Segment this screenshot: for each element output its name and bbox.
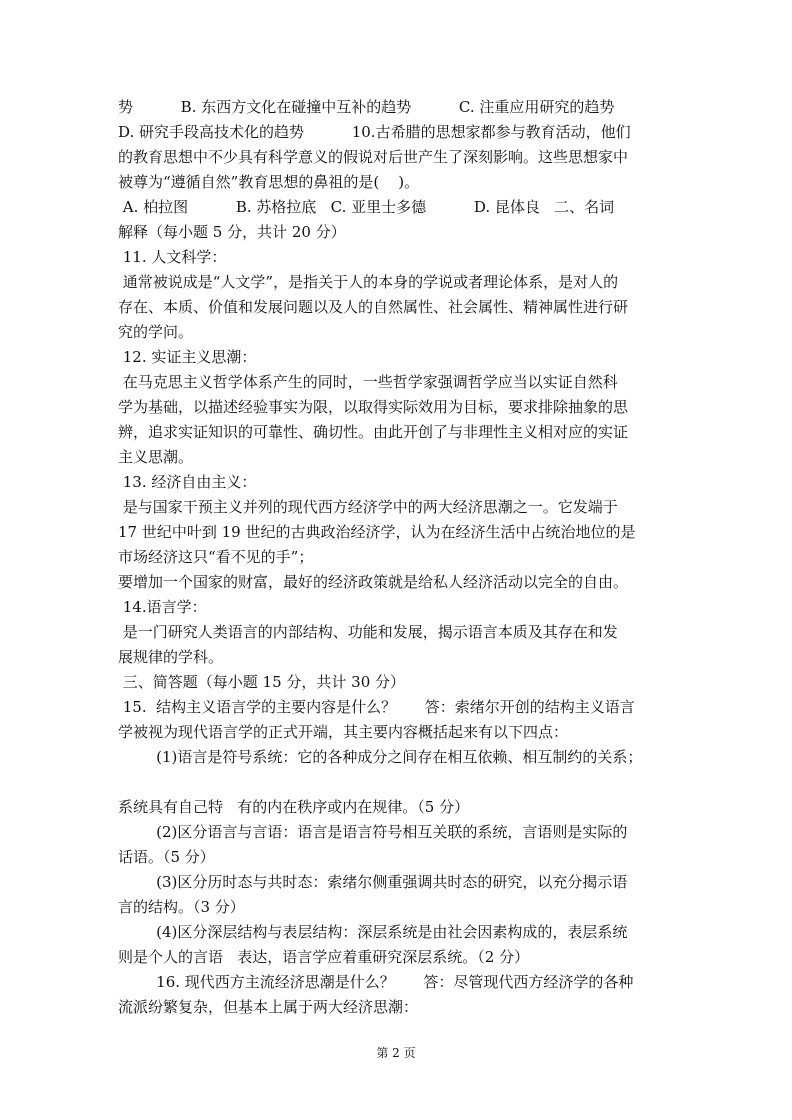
text-line: A. 柏拉图 B. 苏格拉底 C. 亚里士多德 D. 昆体良 二、名词 bbox=[118, 198, 615, 216]
text-line: (1)语言是符号系统：它的各种成分之间存在相互依赖、相互制约的关系； bbox=[118, 748, 643, 766]
text-line: 展规律的学科。 bbox=[118, 648, 224, 666]
text-line: D. 研究手段高技术化的趋势 10.古希腊的思想家都参与教育活动，他们 bbox=[118, 123, 631, 141]
text-line: 在马克思主义哲学体系产生的同时，一些哲学家强调哲学应当以实证自然科 bbox=[118, 373, 618, 391]
text-line: 通常被说成是“人文学”，是指关于人的本身的学说或者理论体系，是对人的 bbox=[118, 273, 619, 291]
text-line: 被尊为“遵循自然”教育思想的鼻祖的是( )。 bbox=[118, 173, 420, 191]
text-line: 解释（每小题 5 分，共计 20 分） bbox=[118, 223, 346, 241]
text-line: 存在、本质、价值和发展问题以及人的自然属性、社会属性、精神属性进行研 bbox=[118, 298, 629, 316]
text-line: (4)区分深层结构与表层结构：深层系统是由社会因素构成的，表层系统 bbox=[118, 923, 628, 941]
text-line: 是与国家干预主义并列的现代西方经济学中的两大经济思潮之一。它发端于 bbox=[118, 498, 618, 516]
text-line: 12. 实证主义思潮： bbox=[118, 348, 257, 366]
text-line: 的教育思想中不少具有科学意义的假说对后世产生了深刻影响。这些思想家中 bbox=[118, 148, 629, 166]
text-line: 13. 经济自由主义： bbox=[118, 473, 257, 491]
text-line: (3)区分历时态与共时态：索绪尔侧重强调共时态的研究，以充分揭示语 bbox=[118, 873, 628, 891]
text-line: 则是个人的言语 表达，语言学应着重研究深层系统。（2 分） bbox=[118, 948, 530, 966]
text-line: 14.语言学： bbox=[118, 598, 207, 616]
text-line: 究的学问。 bbox=[118, 323, 194, 341]
text-line: 言的结构。（3 分） bbox=[118, 898, 245, 916]
text-line: 辨，追求实证知识的可靠性、确切性。由此开创了与非理性主义相对应的实证 bbox=[118, 423, 629, 441]
text-line: 是一门研究人类语言的内部结构、功能和发展，揭示语言本质及其存在和发 bbox=[118, 623, 618, 641]
text-line: 学为基础，以描述经验事实为限，以取得实际效用为目标，要求排除抽象的思 bbox=[118, 398, 629, 416]
text-line: 15. 结构主义语言学的主要内容是什么？ 答：索绪尔开创的结构主义语言 bbox=[118, 698, 635, 716]
text-line: 市场经济这只“看不见的手”； bbox=[118, 548, 314, 566]
text-line: (2)区分语言与言语：语言是语言符号相互关联的系统，言语则是实际的 bbox=[118, 823, 628, 841]
text-line: 势 B. 东西方文化在碰撞中互补的趋势 C. 注重应用研究的趋势 bbox=[118, 98, 615, 116]
text-line: 学被视为现代语言学的正式开端，其主要内容概括起来有以下四点： bbox=[118, 723, 569, 741]
text-line: 17 世纪中叶到 19 世纪的古典政治经济学，认为在经济生活中占统治地位的是 bbox=[118, 523, 636, 541]
text-line: 11. 人文科学： bbox=[118, 248, 227, 266]
text-line: 主义思潮。 bbox=[118, 448, 194, 466]
text-line: 要增加一个国家的财富，最好的经济政策就是给私人经济活动以完全的自由。 bbox=[118, 573, 629, 591]
text-line: 话语。（5 分） bbox=[118, 848, 215, 866]
text-line: 系统具有自己特 有的内在秩序或内在规律。（5 分） bbox=[118, 798, 470, 816]
text-line: 三、简答题（每小题 15 分，共计 30 分） bbox=[118, 673, 406, 691]
text-line: 流派纷繁复杂，但基本上属于两大经济思潮： bbox=[118, 998, 419, 1016]
page-number: 第 2 页 bbox=[376, 1046, 416, 1060]
text-line: 16. 现代西方主流经济思潮是什么？ 答：尽管现代西方经济学的各种 bbox=[118, 973, 634, 991]
